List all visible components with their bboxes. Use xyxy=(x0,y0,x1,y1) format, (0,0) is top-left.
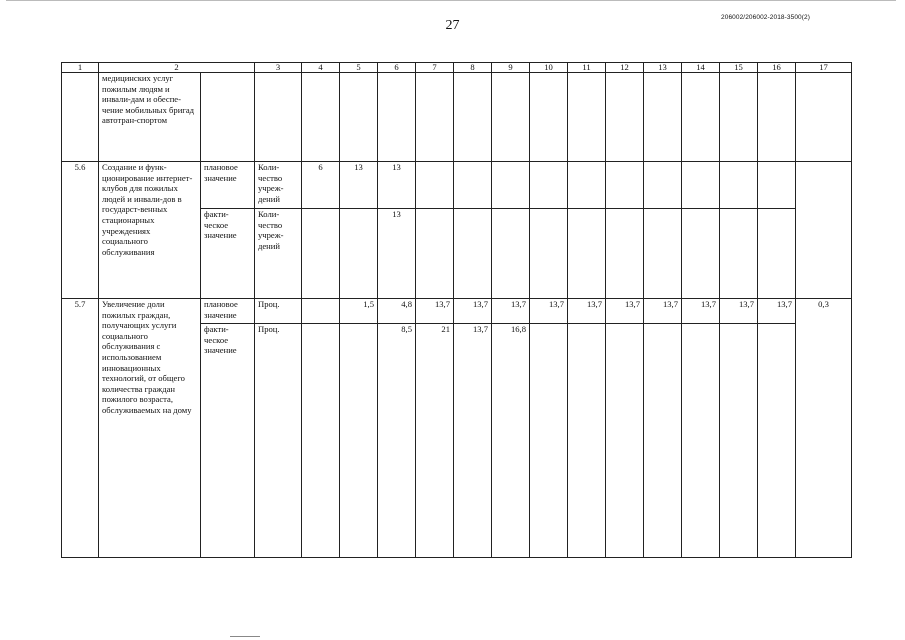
row-5-7-plan-val-7: 13,7 xyxy=(416,299,454,324)
row-5-6-plan-val-7 xyxy=(416,162,454,209)
table-row-5-6-plan xyxy=(62,162,852,209)
header-col-13: 13 xyxy=(644,63,682,73)
row-5-6-col-17-fact xyxy=(796,209,852,299)
header-col-10: 10 xyxy=(530,63,568,73)
header-col-9: 9 xyxy=(492,63,530,73)
row-5-6-fact-val-8 xyxy=(454,209,492,299)
header-col-6: 6 xyxy=(378,63,416,73)
row-5-6-fact-val-6: 13 xyxy=(378,209,416,299)
row-5-7-fact-val-16 xyxy=(758,324,796,558)
top-edge-line xyxy=(6,0,896,1)
row-5-7-number: 5.7 xyxy=(62,299,99,558)
row-5-7-plan-val-10: 13,7 xyxy=(530,299,568,324)
header-col-15: 15 xyxy=(720,63,758,73)
row-5-7-plan-val-9: 13,7 xyxy=(492,299,530,324)
row-5-7-fact-val-12 xyxy=(606,324,644,558)
header-col-4: 4 xyxy=(302,63,340,73)
row-5-7-col-17-fact xyxy=(796,324,852,558)
row-5-7-plan-val-16: 13,7 xyxy=(758,299,796,324)
row-5-7-description: Увеличение доли пожилых граждан, получающих услуги социального обслуживания с использованием инновационных технологий, от общего количества граждан пожилого возраста, обслуживаемых на дому xyxy=(99,299,201,558)
row-5-6-fact-val-14 xyxy=(682,209,720,299)
row-5-6-plan-val-12 xyxy=(606,162,644,209)
row-5-6-plan-label: плановое значение xyxy=(201,162,255,209)
row-5-6-plan-val-15 xyxy=(720,162,758,209)
indicators-table xyxy=(61,62,852,558)
row-5-7-plan-val-14: 13,7 xyxy=(682,299,720,324)
row-5-6-fact-label: факти-ческое значение xyxy=(201,209,255,299)
document-code: 206002/206002-2018-3500(2) xyxy=(721,14,810,21)
row-5-6-plan-val-6: 13 xyxy=(378,162,416,209)
row-5-7-fact-val-9: 16,8 xyxy=(492,324,530,558)
row-5-6-plan-val-9 xyxy=(492,162,530,209)
header-col-3: 3 xyxy=(255,63,302,73)
row-5-6-description: Создание и функ-ционирование интернет-клубов для пожилых людей и инвали-дов в государст-венных стационарных учреждениях социального обслуживания xyxy=(99,162,201,299)
row-5-6-fact-val-16 xyxy=(758,209,796,299)
row-5-6-plan-val-8 xyxy=(454,162,492,209)
header-col-17: 17 xyxy=(796,63,852,73)
row-5-6-fact-val-12 xyxy=(606,209,644,299)
row-5-7-fact-val-6: 8,5 xyxy=(378,324,416,558)
row-cont-description: медицинских услуг пожилым людям и инвали-дам и обеспе-чение мобильных бригад автотран-спортом xyxy=(99,73,201,162)
row-5-7-plan-val-13: 13,7 xyxy=(644,299,682,324)
row-5-7-fact-val-13 xyxy=(644,324,682,558)
row-5-6-plan-val-13 xyxy=(644,162,682,209)
row-5-6-plan-val-4: 6 xyxy=(302,162,340,209)
table-row-5-7-plan xyxy=(62,299,852,324)
row-5-6-fact-val-4 xyxy=(302,209,340,299)
row-5-7-fact-val-15 xyxy=(720,324,758,558)
row-5-7-fact-val-14 xyxy=(682,324,720,558)
row-5-7-fact-val-8: 13,7 xyxy=(454,324,492,558)
header-col-7: 7 xyxy=(416,63,454,73)
page-number: 27 xyxy=(445,18,460,33)
row-5-6-plan-val-16 xyxy=(758,162,796,209)
row-5-7-plan-val-4 xyxy=(302,299,340,324)
header-col-11: 11 xyxy=(568,63,606,73)
row-5-7-fact-label: факти-ческое значение xyxy=(201,324,255,558)
row-5-6-fact-val-13 xyxy=(644,209,682,299)
row-5-7-plan-val-15: 13,7 xyxy=(720,299,758,324)
row-5-6-fact-unit: Коли-чество учреж-дений xyxy=(255,209,302,299)
row-5-7-fact-val-7: 21 xyxy=(416,324,454,558)
row-5-6-plan-val-10 xyxy=(530,162,568,209)
row-5-7-fact-val-11 xyxy=(568,324,606,558)
row-5-6-plan-val-11 xyxy=(568,162,606,209)
row-5-6-plan-val-5: 13 xyxy=(340,162,378,209)
row-5-7-plan-label: плановое значение xyxy=(201,299,255,324)
row-5-7-plan-val-12: 13,7 xyxy=(606,299,644,324)
row-5-6-fact-val-7 xyxy=(416,209,454,299)
row-5-6-fact-val-9 xyxy=(492,209,530,299)
header-col-5: 5 xyxy=(340,63,378,73)
header-col-2: 2 xyxy=(99,63,255,73)
row-5-7-plan-val-6: 4,8 xyxy=(378,299,416,324)
row-5-7-plan-unit: Проц. xyxy=(255,299,302,324)
row-5-7-plan-val-17: 0,3 xyxy=(796,299,852,324)
row-5-7-fact-val-4 xyxy=(302,324,340,558)
row-5-6-fact-val-15 xyxy=(720,209,758,299)
header-col-1: 1 xyxy=(62,63,99,73)
row-5-7-plan-val-5: 1,5 xyxy=(340,299,378,324)
row-5-6-col-17 xyxy=(796,162,852,209)
row-5-6-plan-unit: Коли-чество учреж-дений xyxy=(255,162,302,209)
table-row-continuation xyxy=(62,73,852,162)
header-col-8: 8 xyxy=(454,63,492,73)
row-5-6-plan-val-14 xyxy=(682,162,720,209)
header-col-16: 16 xyxy=(758,63,796,73)
row-5-7-fact-val-10 xyxy=(530,324,568,558)
row-5-7-plan-val-11: 13,7 xyxy=(568,299,606,324)
header-col-12: 12 xyxy=(606,63,644,73)
row-5-6-fact-val-11 xyxy=(568,209,606,299)
header-row xyxy=(62,63,852,73)
row-5-7-plan-val-8: 13,7 xyxy=(454,299,492,324)
bottom-mark xyxy=(230,636,260,637)
row-5-7-fact-unit: Проц. xyxy=(255,324,302,558)
row-5-6-number: 5.6 xyxy=(62,162,99,299)
row-5-7-fact-val-5 xyxy=(340,324,378,558)
header-col-14: 14 xyxy=(682,63,720,73)
row-5-6-fact-val-5 xyxy=(340,209,378,299)
row-5-6-fact-val-10 xyxy=(530,209,568,299)
